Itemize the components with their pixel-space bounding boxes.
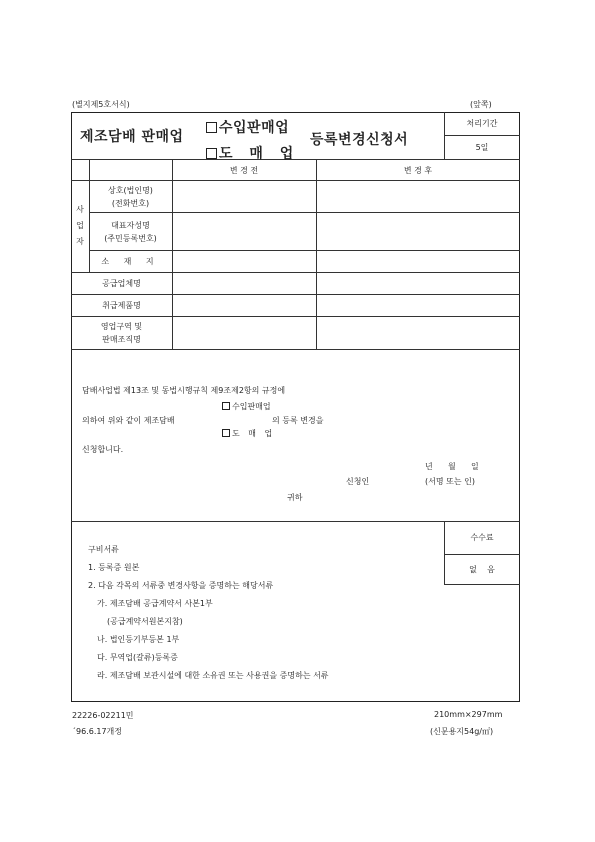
checkbox-import[interactable]	[206, 122, 217, 133]
row-label-representative: 대표자성명 (주민등록번호)	[104, 220, 157, 243]
row-label-product: 취급제품명	[102, 301, 141, 310]
document-item: 1. 등록증 원본	[88, 563, 140, 572]
statement-line-1: 담배사업법 제13조 및 동법시행규칙 제9조제2항의 규정에	[82, 386, 286, 395]
title-suffix: 등록변경신청서	[310, 132, 409, 148]
processing-period-value: 5일	[475, 142, 489, 152]
statement-line-2: 의하여 위와 같이 제조담배	[82, 416, 175, 425]
page-side-label: (앞쪽)	[470, 100, 492, 109]
checkbox-import-statement[interactable]	[222, 402, 230, 410]
business-operator-group-label: 사 업 자	[76, 205, 84, 246]
column-header-after: 변 경 후	[403, 165, 433, 175]
title-option-import: 수입판매업	[206, 117, 289, 137]
input-before-company[interactable]	[173, 181, 315, 212]
application-date: 년 월 일	[425, 462, 479, 471]
input-after-supplier[interactable]	[317, 273, 519, 294]
input-after-representative[interactable]	[317, 213, 519, 250]
required-documents-title: 구비서류	[88, 545, 119, 554]
fee-label: 수수료	[470, 533, 494, 542]
statement-line-3: 신청합니다.	[82, 445, 124, 454]
row-label-location: 소 재 지	[101, 257, 160, 266]
checkbox-wholesale[interactable]	[206, 148, 217, 159]
statement-line-2b: 의 등록 변경을	[272, 416, 324, 425]
paper-size: 210mm×297mm	[434, 710, 503, 719]
row-label-company-name: 상호(법인명) (전화번호)	[108, 185, 153, 208]
fee-bottom-divider	[444, 584, 520, 585]
document-item: 2. 다음 각목의 서류중 변경사항을 증명하는 해당서류	[88, 581, 274, 590]
input-before-location[interactable]	[173, 251, 315, 272]
input-after-company[interactable]	[317, 181, 519, 212]
form-code: 22226-02211민	[72, 711, 134, 720]
revision-date: ´96.6.17개정	[72, 727, 122, 736]
document-item: 나. 법인등기부등본 1부	[97, 635, 180, 644]
table-bottom-divider	[71, 349, 520, 350]
input-after-sales-area[interactable]	[317, 317, 519, 349]
column-header-before: 변 경 전	[229, 165, 259, 175]
document-item: 라. 제조담배 보관시설에 대한 소유권 또는 사용권을 증명하는 서류	[97, 671, 329, 680]
applicant-label: 신청인	[346, 477, 370, 486]
recipient-label: 귀하	[287, 493, 303, 502]
input-before-sales-area[interactable]	[173, 317, 315, 349]
signature-label: (서명 또는 인)	[425, 477, 475, 486]
document-item: (공급계약서원본지참)	[107, 617, 183, 626]
statement-option-import: 수입판매업	[222, 401, 271, 412]
input-before-product[interactable]	[173, 295, 315, 316]
row-label-sales-area: 영업구역 및 판매조직명	[100, 322, 143, 344]
input-after-location[interactable]	[317, 251, 519, 272]
fee-value: 없 음	[469, 564, 495, 574]
input-after-product[interactable]	[317, 295, 519, 316]
title-option-wholesale: 도 매 업	[206, 143, 299, 163]
paper-type: (신문용지54g/㎡)	[430, 727, 494, 736]
row-label-supplier: 공급업체명	[102, 279, 141, 288]
document-item: 다. 무역업(갈류)등록증	[97, 653, 178, 662]
statement-option-wholesale: 도 매 업	[222, 428, 275, 439]
processing-period-label: 처리기간	[466, 119, 498, 128]
form-number: (별지제5호서식)	[72, 100, 130, 109]
input-before-supplier[interactable]	[173, 273, 315, 294]
document-item: 가. 제조담배 공급계약서 사본1부	[97, 599, 213, 608]
checkbox-wholesale-statement[interactable]	[222, 429, 230, 437]
input-before-representative[interactable]	[173, 213, 315, 250]
title-prefix: 제조담배 판매업	[80, 129, 184, 145]
